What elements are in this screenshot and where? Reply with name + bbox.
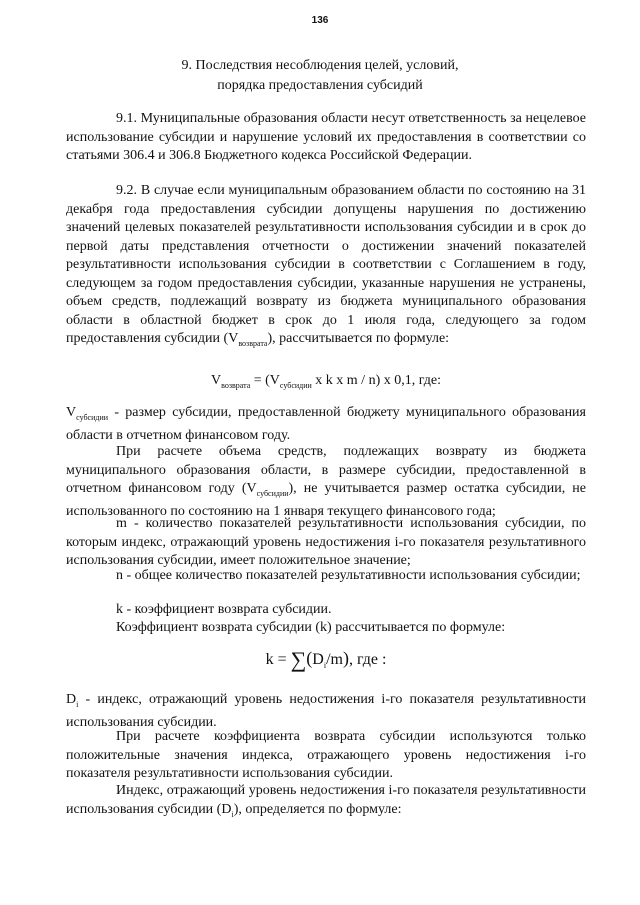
calc-note-end: ), не учитывается размер остатка субсидии, не использованного по состоянию на 1 января текущего финансового года; [66,481,587,520]
def-d: D [66,692,77,707]
section-title-line2: порядка предоставления субсидий [217,78,423,93]
k-slash-m: /m [326,651,343,668]
k-coefficient-formula [66,648,586,676]
definition-di [66,691,586,733]
definition-k: k - коэффициент возврата субсидии. [116,602,332,617]
section-title [60,56,580,96]
definition-v-subsidy [66,404,586,446]
index-intro-end: ), определяется по формуле: [233,801,402,817]
section-title-line1: 9. Последствия несоблюдения целей, условий, [181,58,459,73]
def-v-text: - размер субсидии, предоставленной бюджету муниципального образования области в отчетном финансовом году. [66,405,586,444]
paragraph-9-1: 9.1. Муниципальные образования области несут ответственность за нецелевое использование субсидии и нарушение условий их предоставления в соответствии со статьями 306.4 и 306.8 Бюджетного кодекса Российской Федерации. [66,111,586,163]
paragraph-9-2-text: 9.2. В случае если муниципальным образованием области по состоянию на 31 декабря года предоставления субсидии допущены нарушения по достижению значений целевых показателей результативности использования субсидии и в срок до первой даты представления отчетности о достижении значений показателей результативности использования субсидии в соответствии с Соглашением в году, следующем за годом предоставления субсидии, указанные нарушения не устранены, объем средств, подлежащий возврату из бюджета муниципального образования области в областной бюджет в срок до 1 июля года, следующего за годом предоставления субсидии (V [66,183,586,346]
paragraph-9-2 [66,182,586,353]
formula-sub-subsidy: субсидии [279,380,312,390]
paragraph-calculation-note [66,443,586,522]
calc-note-subscript: субсидии [256,488,289,498]
formula-v: V [210,373,222,388]
index-intro-subscript: i [231,809,234,819]
paragraph-index-formula-intro [66,782,586,824]
open-paren: ( [306,648,313,668]
formula-eq: = (V [250,373,280,388]
index-intro-text: Индекс, отражающий уровень недостижения i-го показателя результативности использования субсидии (D [66,783,586,817]
definition-m: m - количество показателей результативности использования субсидии, по которым индекс, отражающий уровень недостижения i-го показателя результативного использования субсидии, имеет положительное значение; [66,516,586,568]
paragraph-9-2-subscript: возврата [238,338,268,348]
formula-sub-return: возврата [221,380,251,390]
paragraph-9-2-end: ), рассчитывается по формуле: [267,331,450,346]
close-paren: ) [342,648,349,668]
def-v-subscript: субсидии [76,412,108,422]
definition-n: n - общее количество показателей результативности использования субсидии; [116,568,581,583]
def-v: V [66,405,77,420]
k-d: D [312,651,324,668]
return-volume-formula [66,371,586,396]
k-d-subscript: i [323,661,327,671]
paragraph-positive-values: При расчете коэффициента возврата субсидии используются только положительные значения индекса, отражающего уровень недостижения i-го показателя результативности использования субсидии. [66,729,586,781]
def-d-subscript: i [76,699,79,709]
calc-note-text: При расчете объема средств, подлежащих возврату из бюджета муниципального образования области, в размере субсидии, предоставленной в отчетном финансовом году (V [66,444,586,496]
k-tail: , где : [348,651,387,668]
formula-rest: x k x m / n) x 0,1, где: [311,373,442,388]
def-d-text: - индекс, отражающий уровень недостижения i-го показателя результативности использования субсидии. [66,692,586,731]
paragraph-k-formula-intro: Коэффициент возврата субсидии (k) рассчитывается по формуле: [116,620,506,635]
page-number: 136 [311,15,329,26]
sum-symbol: ∑ [290,647,307,672]
k-left: k = [265,651,291,668]
